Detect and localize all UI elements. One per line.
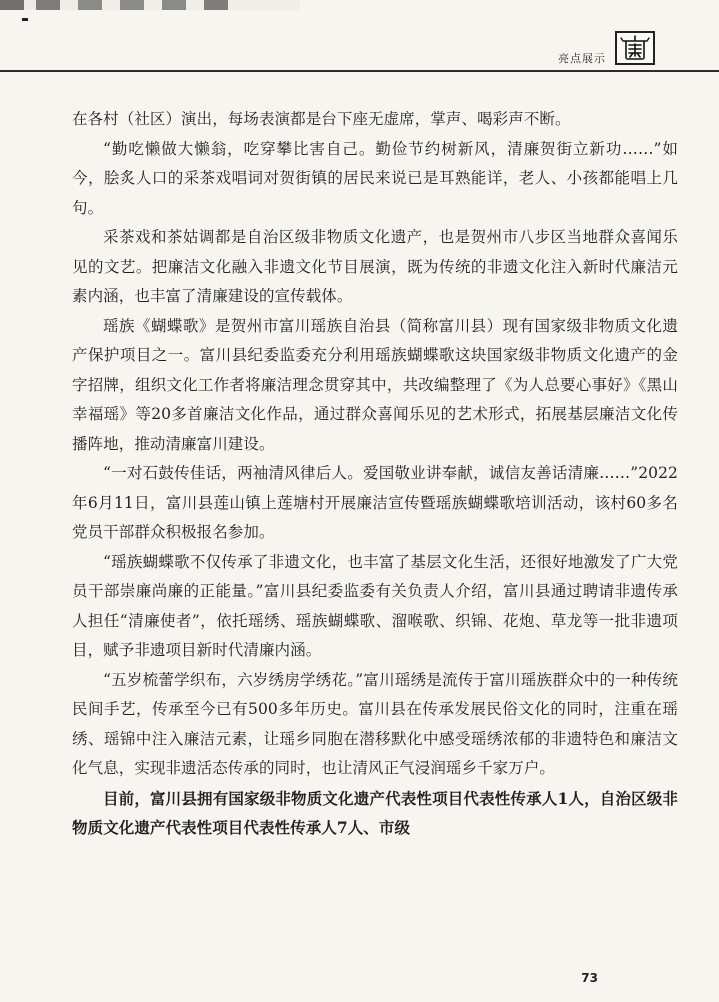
top-scan-strip xyxy=(0,0,300,10)
article-body xyxy=(72,105,678,843)
paragraph-4: 瑶族《蝴蝶歌》是贺州市富川瑶族自治县（简称富川县）现有国家级非物质文化遗产保护项目之一。富川县纪委监委充分利用瑶族蝴蝶歌这块国家级非物质文化遗产的金字招牌，组织文化工作者将廉洁理念贯穿其中，共改编整理了《为人总要心事好》《黑山幸福瑶》等20多首廉洁文化作品，通过群众喜闻乐见的艺术形式，拓展基层廉洁文化传播阵地，推动清廉富川建设。 xyxy=(72,316,678,453)
paragraph-3: 采茶戏和茶姑调都是自治区级非物质文化遗产，也是贺州市八步区当地群众喜闻乐见的文艺。把廉洁文化融入非遗文化节目展演，既为传统的非遗文化注入新时代廉洁元素内涵，也丰富了清廉建设的宣传载体。 xyxy=(72,228,678,305)
paragraph-6: “瑶族蝴蝶歌不仅传承了非遗文化，也丰富了基层文化生活，还很好地激发了广大党员干部崇廉尚廉的正能量。”富川县纪委监委有关负责人介绍，富川县通过聘请非遗传承人担任“清廉使者”，依托瑶绣、瑶族蝴蝶歌、溜喉歌、织锦、花炮、草龙等一批非遗项目，赋予非遗项目新时代清廉内涵。 xyxy=(72,552,678,659)
paragraph-5: “一对石鼓传佳话，两袖清风律后人。爱国敬业讲奉献，诚信友善话清廉……”2022年6月11日，富川县莲山镇上莲塘村开展廉洁宣传暨瑶族蝴蝶歌培训活动，该村60多名党员干部群众积极报名参加。 xyxy=(72,464,678,541)
page-number: 73 xyxy=(581,971,598,985)
paragraph-1: 在各村（社区）演出，每场表演都是台下座无虚席，掌声、喝彩声不断。 xyxy=(72,110,571,128)
header-rule xyxy=(0,70,719,72)
corner-mark xyxy=(22,18,28,21)
seal-icon xyxy=(615,31,655,65)
paragraph-2: “勤吃懒做大懒翁，吃穿攀比害自己。勤俭节约树新风，清廉贺街立新功……”如今，脍炙人口的采茶戏唱词对贺街镇的居民来说已是耳熟能详，老人、小孩都能唱上几句。 xyxy=(72,139,678,217)
section-label: 亮点展示 xyxy=(558,52,606,65)
paragraph-7: “五岁梳蕾学织布，六岁绣房学绣花。”富川瑶绣是流传于富川瑶族群众中的一种传统民间手艺，传承至今已有500多年历史。富川县在传承发展民俗文化的同时，注重在瑶绣、瑶锦中注入廉洁元素，让瑶乡同胞在潜移默化中感受瑶绣浓郁的非遗特色和廉洁文化气息，实现非遗活态传承的同时，也让清风正气浸润瑶乡千家万户。 xyxy=(72,670,678,777)
paragraph-8: 目前，富川县拥有国家级非物质文化遗产代表性项目代表性传承人1人，自治区级非物质文化遗产代表性项目代表性传承人7人、市级 xyxy=(72,788,678,837)
